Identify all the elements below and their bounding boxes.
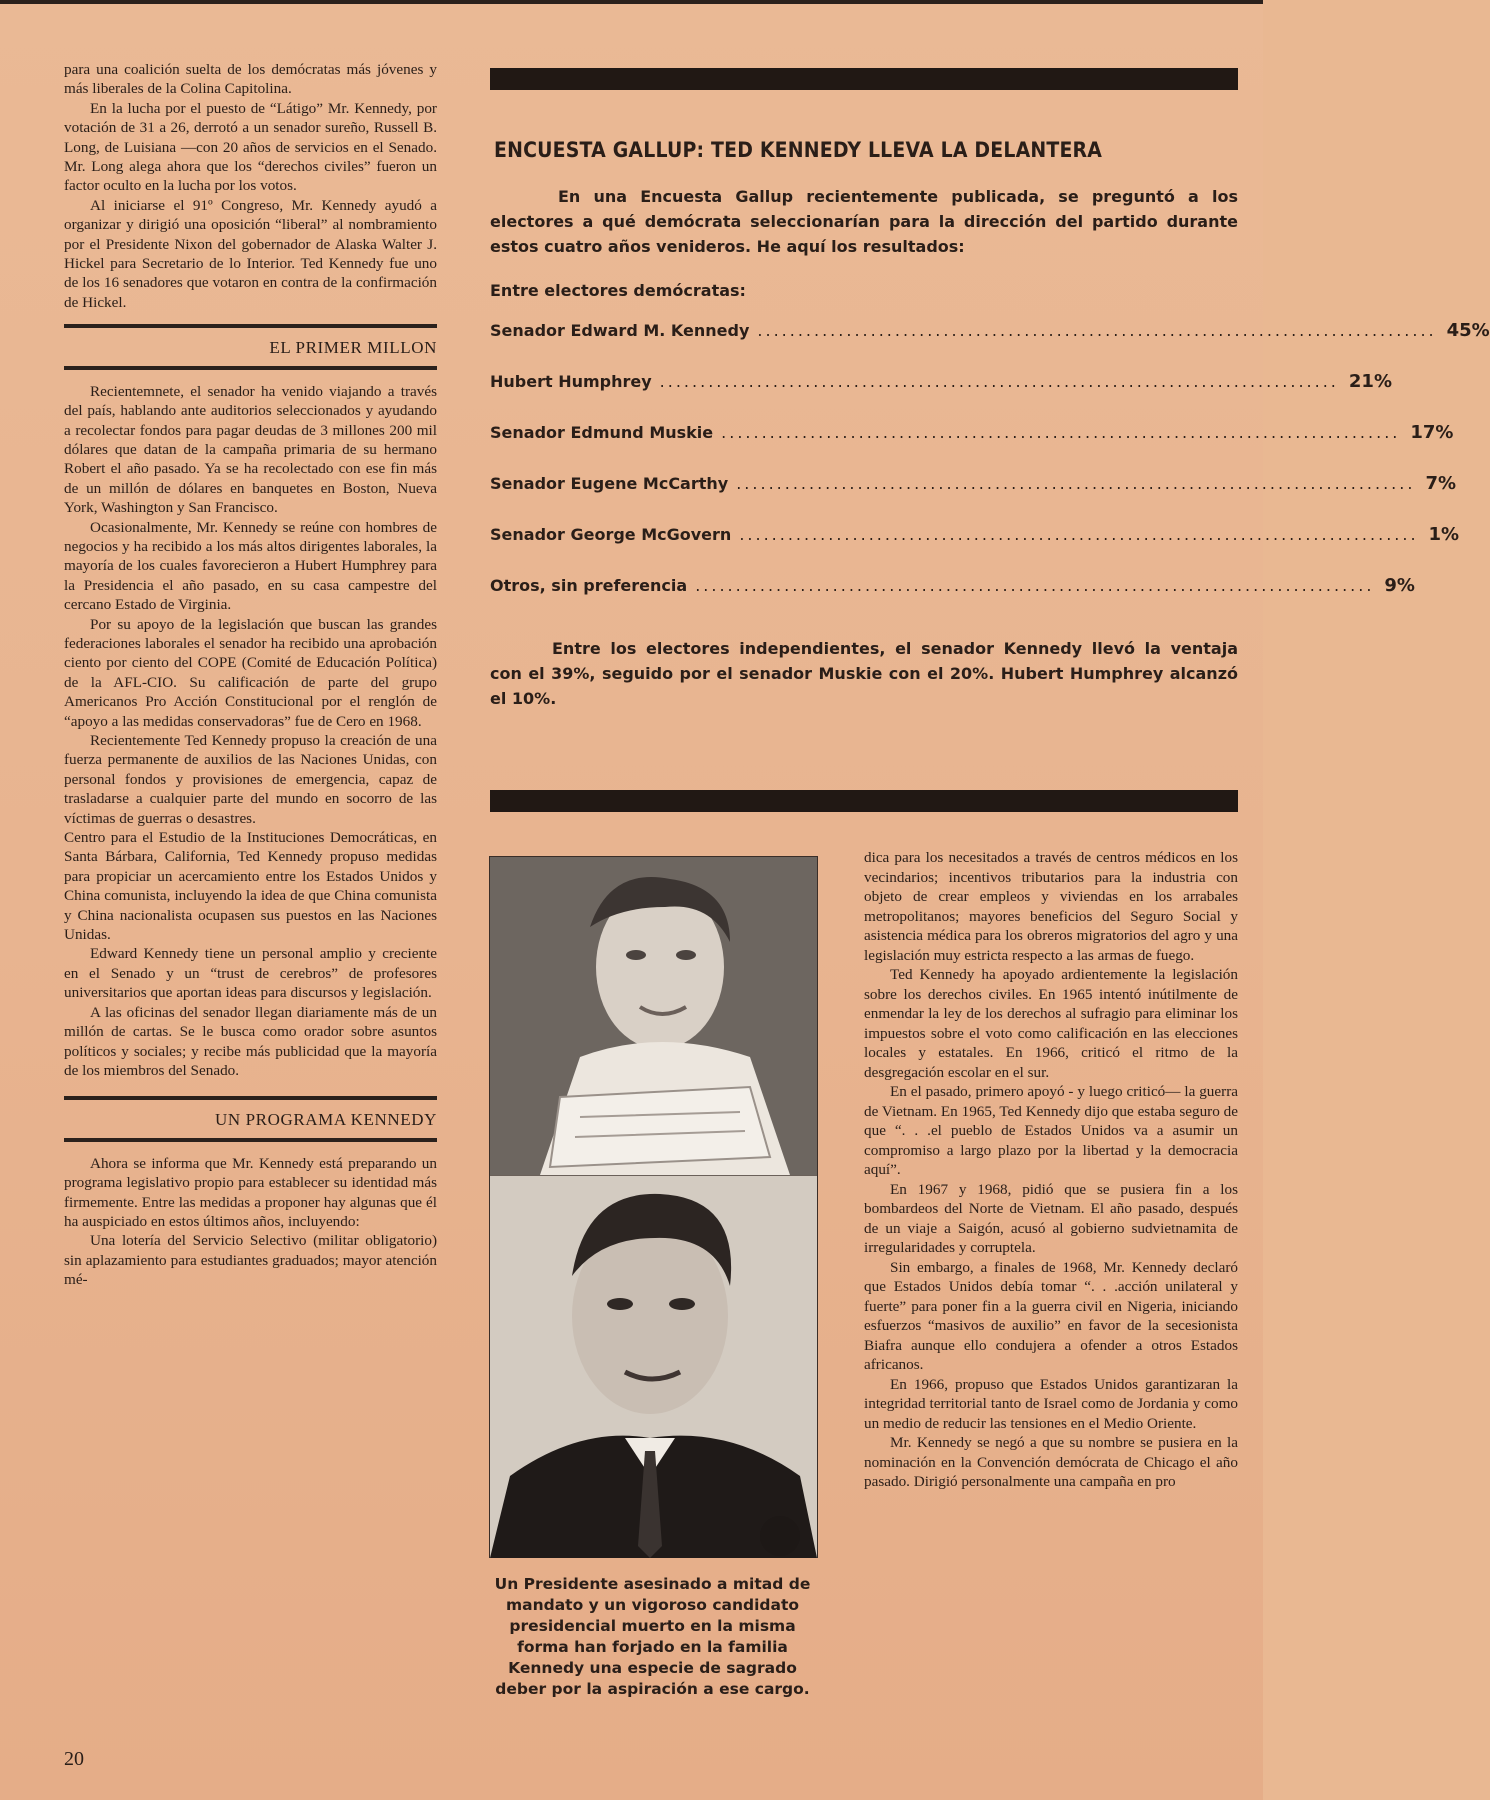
poll-row [490, 524, 1460, 575]
paragraph: Ted Kennedy ha apoyado ardientemente la legislación sobre los derechos civiles. En 1965 intentó inútilmente de enmendar la ley de los derechos al sufragio para eliminar los impuestos sobre el voto como calificación en las elecciones locales y estatales. En 1966, criticó el ritmo de la desgregación escolar en el sur. [864, 966, 1238, 1081]
paragraph: Mr. Kennedy se negó a que su nombre se pusiera en la nominación en la Convención demócrata de Chicago el año pasado. Dirigió personalmente una campaña en pro [864, 1434, 1238, 1490]
poll-row [490, 422, 1454, 473]
paragraph: Sin embargo, a finales de 1968, Mr. Kennedy declaró que Estados Unidos debía tomar “. . .acción unilateral y fuerte” para poner fin a la guerra civil en Nigeria, iniciando esfuerzos “masivos de auxilio” en favor de la secesionista Biafra aunque ello condujera a ofender a otros Estados africanos. [864, 1258, 1238, 1373]
paragraph: Edward Kennedy tiene un personal amplio y creciente en el Senado y un “trust de cerebros” de profesores universitarios que aportan ideas para discursos y legislación. [64, 945, 437, 1002]
candidate-name: Senador George McGovern [490, 525, 732, 544]
poll-row [490, 473, 1456, 524]
paragraph: A las oficinas del senador llegan diariamente más de un millón de cartas. Se le busca como orador sobre asuntos políticos y sociales; y recibe más publicidad que la mayoría de los miembros del Senado. [64, 1003, 437, 1079]
poll-row [490, 320, 1490, 371]
candidate-name: Senador Edward M. Kennedy [490, 321, 750, 340]
candidate-percent: 17% [1410, 422, 1454, 443]
gallup-subhead: Entre electores demócratas: [490, 281, 746, 300]
leader-dots: .................................................................................... [721, 423, 1401, 442]
candidate-percent: 21% [1348, 371, 1392, 392]
paragraph: para una coalición suelta de los demócratas más jóvenes y más liberales de la Colina Capitolina. [64, 61, 437, 98]
paragraph: Al iniciarse el 91º Congreso, Mr. Kennedy ayudó a organizar y dirigió una oposición “liberal” al nombramiento por el Presidente Nixon del gobernador de Alaska Walter J. Hickel para Secretario de lo Interior. Ted Kennedy fue uno de los 16 senadores que votaron en contra de la confirmación de Hickel. [64, 196, 437, 311]
candidate-percent: 45% [1446, 320, 1490, 341]
paragraph: En la lucha por el puesto de “Látigo” Mr. Kennedy, por votación de 31 a 26, derrotó a un senador sureño, Russell B. Long, de Luisiana —con 20 años de servicios en el Senado. Mr. Long alega ahora que los “derechos civiles” fueron un factor oculto en la lucha por los votos. [64, 99, 437, 195]
leader-dots: .................................................................................... [659, 372, 1339, 391]
section-heading-programa-kennedy: UN PROGRAMA KENNEDY [64, 1100, 437, 1141]
gallup-outro: Entre los electores independientes, el senador Kennedy llevó la ventaja con el 39%, seguido por el senador Muskie con el 20%. Hubert Humphrey alcanzó el 10%. [490, 639, 1238, 708]
gallup-intro: En una Encuesta Gallup recientemente publicada, se preguntó a los electores a qué demócrata seleccionarían para la dirección del partido durante estos cuatro años venideros. He aquí los resultados: [490, 187, 1238, 256]
paragraph: En 1966, propuso que Estados Unidos garantizaran la integridad territorial tanto de Israel como de Jordania y como un medio de reducir las tensiones en el Medio Oriente. [864, 1375, 1238, 1432]
candidate-name: Senador Eugene McCarthy [490, 474, 729, 493]
right-column [864, 848, 1238, 1492]
candidate-percent: 7% [1425, 473, 1456, 494]
bottom-black-bar [490, 790, 1238, 812]
candidate-percent: 9% [1384, 575, 1415, 596]
paragraph: En 1967 y 1968, pidió que se pusiera fin a los bombardeos del Norte de Vietnam. El año pasado, después de un viaje a Saigón, acusó al gobierno sudvietnamita de irregularidades y corruptela. [864, 1180, 1238, 1256]
candidate-name: Hubert Humphrey [490, 372, 652, 391]
top-edge-line [0, 0, 1263, 4]
paragraph: Una lotería del Servicio Selectivo (militar obligatorio) sin aplazamiento para estudiantes graduados; mayor atención mé- [64, 1232, 437, 1289]
leader-dots: .................................................................................... [736, 474, 1416, 493]
leader-dots: .................................................................................... [757, 321, 1437, 340]
candidate-name: Senador Edmund Muskie [490, 423, 714, 442]
leader-dots: .................................................................................... [739, 525, 1419, 544]
paragraph: Ocasionalmente, Mr. Kennedy se reúne con hombres de negocios y ha recibido a los más altos dirigentes laborales, la mayoría de los cuales favorecieron a Hubert Humphrey para la Presidencia el año pasado, en su casa campestre del cercano Estado de Virginia. [64, 518, 437, 614]
photo-pair [489, 856, 818, 1558]
paragraph: En el pasado, primero apoyó - y luego criticó— la guerra de Vietnam. En 1965, Ted Kennedy dijo que estaba seguro de que “. . .el pueblo de Estados Unidos va a asumir un compromiso a largo plazo por la libertad y la democracia aquí”. [864, 1083, 1238, 1178]
photo-caption: Un Presidente asesinado a mitad de mandato y un vigoroso candidato presidencial muerto en la misma forma han forjado en la familia Kennedy una especie de sagrado deber por la aspiración a ese cargo. [494, 1575, 811, 1698]
paragraph: Recientemente Ted Kennedy propuso la creación de una fuerza permanente de auxilios de las Naciones Unidas, con personal fondos y provisiones de emergencia, capaz de trasladarse a cualquier parte del mundo en socorro de las víctimas de guerras o desastres. [64, 732, 437, 827]
poll-row [490, 575, 1415, 626]
photo-john-kennedy [490, 1175, 817, 1558]
paragraph: Ahora se informa que Mr. Kennedy está preparando un programa legislativo propio para establecer su identidad más firmemente. Entre las medidas a proponer hay algunas que él ha auspiciado en estos últimos años, incluyendo: [64, 1154, 437, 1230]
paragraph: Recientemnete, el senador ha venido viajando a través del país, hablando ante auditorios seleccionados y ayudando a recolectar fondos para pagar deudas de 3 millones 200 mil dólares que datan de la campaña primaria de su hermano Robert el año pasado. Ya se ha recolectado con ese fin más de un millón de dólares en banquetes en Boston, Nueva York, Washington y San Francisco. [64, 382, 437, 517]
gallup-title: ENCUESTA GALLUP: TED KENNEDY LLEVA LA DELANTERA [494, 138, 1103, 162]
section-heading-primer-millon: EL PRIMER MILLON [64, 328, 437, 369]
top-black-bar [490, 68, 1238, 90]
page-number: 20 [64, 1748, 84, 1770]
poll-row [490, 371, 1392, 422]
left-column [64, 60, 437, 1290]
gallup-poll-box [490, 138, 1490, 711]
paragraph: Por su apoyo de la legislación que buscan las grandes federaciones laborales el senador ha recibido una aprobación ciento por ciento del COPE (Comité de Educación Política) de la AFL-CIO. Su calificación de parte del grupo Americanos Pro Acción Constitucional por el renglón de “apoyo a las medidas conservadoras” fue de Cero en 1968. [64, 615, 437, 730]
paragraph: Centro para el Estudio de la Instituciones Democráticas, en Santa Bárbara, California, Ted Kennedy propuso medidas para propiciar un acercamiento entre los Estados Unidos y China comunista, incluyendo la idea de que China comunista y China nacionalista ocupasen sus puestos en las Naciones Unidas. [64, 829, 437, 944]
photo-robert-kennedy [490, 857, 817, 1175]
candidate-percent: 1% [1428, 524, 1460, 545]
candidate-name: Otros, sin preferencia [490, 576, 688, 595]
leader-dots: .................................................................................... [695, 576, 1375, 595]
paragraph: dica para los necesitados a través de centros médicos en los vecindarios; incentivos tributarios para la industria con objeto de crear empleos y viviendas en los arrabales metropolitanos; mayores beneficios del Seguro Social y asistencia médica para los obreros migratorios del agro y una legislación muy estricta respecto a las armas de fuego. [864, 849, 1238, 964]
